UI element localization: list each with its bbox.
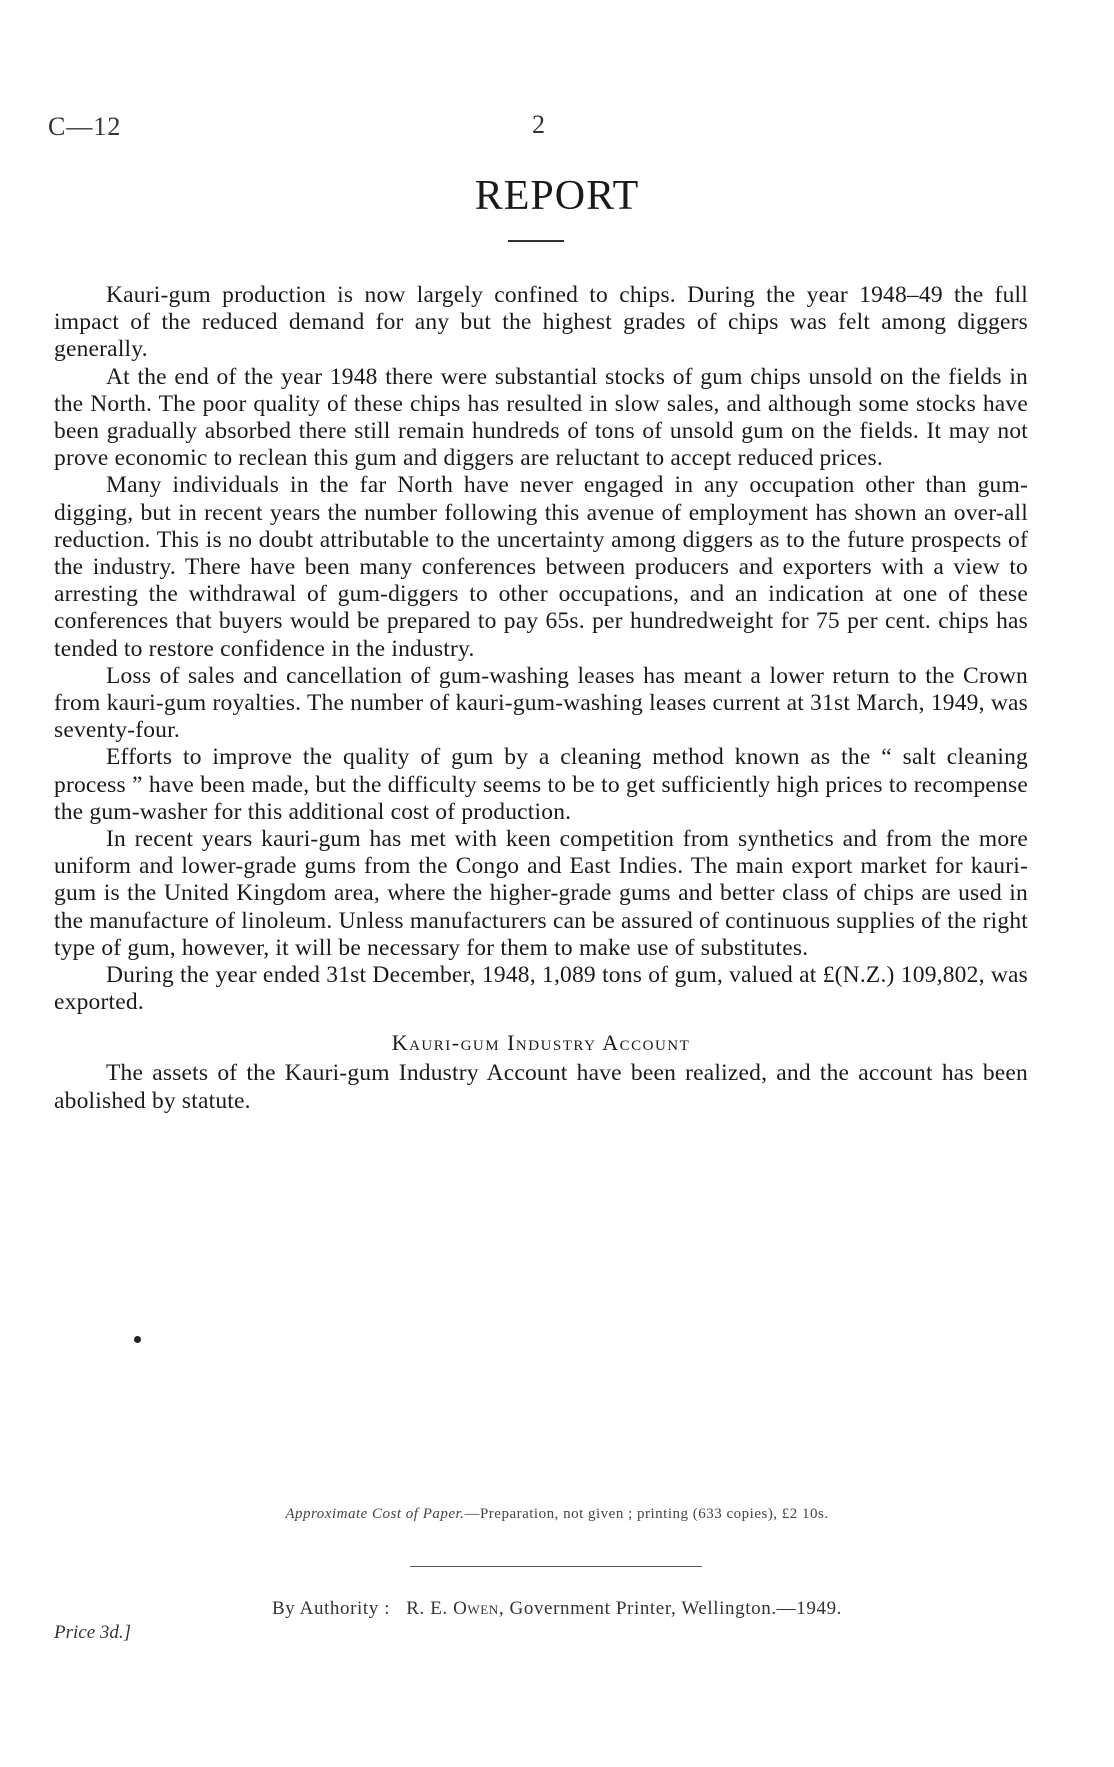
paragraph: Efforts to improve the quality of gum by a cleaning method known as the “ salt cleaning process ” have been made, but the difficulty seems to be to get sufficiently high prices to recompense the gum-washer for this additional cost of production. [54,744,1028,825]
section-heading: Kauri-gum Industry Account [391,1030,691,1056]
cost-text: —Preparation, not given ; printing (633 copies), £2 10s. [464,1506,829,1522]
page-number: 2 [532,110,545,139]
cost-label: Approximate Cost of Paper. [285,1506,465,1522]
authority-prefix: By Authority : [271,1598,391,1619]
authority-line [0,1598,1114,1620]
bullet-dot [134,1336,141,1343]
section-paragraph: The assets of the Kauri-gum Industry Account have been realized, and the account has been abolished by statute. [54,1060,1028,1114]
footer-divider [410,1566,702,1567]
title-divider [508,240,564,242]
price: Price 3d.] [54,1622,132,1643]
report-body [54,282,1028,1115]
printer-name: R. E. Owen, [406,1598,505,1619]
page-title: REPORT [474,173,640,219]
paragraph: Many individuals in the far North have never engaged in any occupation other than gum-digging, but in recent years the number following this avenue of employment has shown an over-all reduction. This is no doubt attributable to the uncertainty among diggers as to the future prospects of the industry. There have been many conferences between producers and exporters with a view to arresting the withdrawal of gum-diggers to other occupations, and an indication at one of these conferences that buyers would be prepared to pay 65s. per hundredweight for 75 per cent. chips has tended to restore confidence in the industry. [54,472,1028,662]
paragraph: In recent years kauri-gum has met with keen competition from synthetics and from the more uniform and lower-grade gums from the Congo and East Indies. The main export market for kauri-gum is the United Kingdom area, where the higher-grade gums and better class of chips are used in the manufacture of linoleum. Unless manufacturers can be assured of continuous supplies of the right type of gum, however, it will be necessary for them to make use of substitutes. [54,826,1028,961]
paragraph: During the year ended 31st December, 1948, 1,089 tons of gum, valued at £(N.Z.) 109,802, was exported. [54,962,1028,1016]
authority-suffix: Government Printer, Wellington.—1949. [509,1598,843,1619]
document-code: C—12 [48,112,122,141]
paragraph: Loss of sales and cancellation of gum-washing leases has meant a lower return to the Crown from kauri-gum royalties. The number of kauri-gum-washing leases current at 31st March, 1949, was seventy-four. [54,662,1028,744]
cost-of-paper [0,1506,1114,1523]
paragraph: At the end of the year 1948 there were substantial stocks of gum chips unsold on the fields in the North. The poor quality of these chips has resulted in slow sales, and although some stocks have been gradually absorbed there still remain hundreds of tons of unsold gum on the fields. It may not prove economic to reclean this gum and diggers are reluctant to accept reduced prices. [54,363,1028,472]
paragraph: Kauri-gum production is now largely confined to chips. During the year 1948–49 the full impact of the reduced demand for any but the highest grades of chips was felt among diggers generally. [54,282,1028,363]
